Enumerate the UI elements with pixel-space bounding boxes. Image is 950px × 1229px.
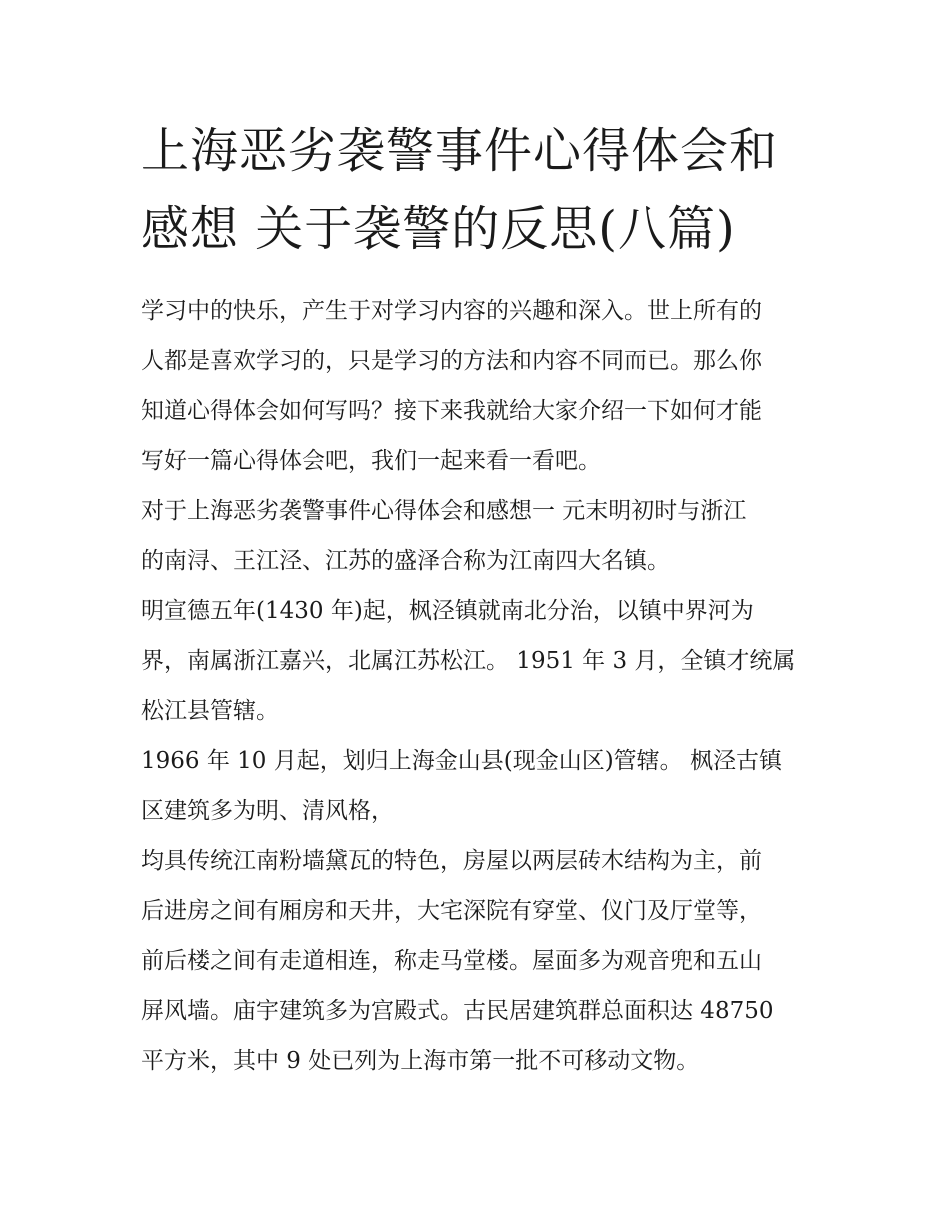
text-line: 对于上海恶劣袭警事件心得体会和感想一 元末明初时与浙江 [141, 498, 747, 524]
text-line: 后进房之间有厢房和天井，大宅深院有穿堂、仪门及厅堂等， [141, 898, 762, 924]
document-body [141, 286, 813, 1086]
document-page [141, 112, 813, 1086]
text-line: 学习中的快乐，产生于对学习内容的兴趣和深入。世上所有的 [141, 298, 762, 324]
text-line: 均具传统江南粉墙黛瓦的特色，房屋以两层砖木结构为主，前 [141, 848, 762, 874]
text-line: 界，南属浙江嘉兴，北属江苏松江。 1951 年 3 月，全镇才统属 [141, 648, 796, 674]
text-line: 1966 年 10 月起，划归上海金山县(现金山区)管辖。 枫泾古镇 [141, 748, 782, 774]
text-line: 松江县管辖。 [141, 698, 279, 724]
text-line: 平方米，其中 9 处已列为上海市第一批不可移动文物。 [141, 1048, 700, 1074]
text-line: 写好一篇心得体会吧，我们一起来看一看吧。 [141, 448, 601, 474]
title-line: 上海恶劣袭警事件心得体会和 [141, 123, 779, 179]
text-line: 区建筑多为明、清风格， [141, 798, 394, 824]
text-line: 的南浔、王江泾、江苏的盛泽合称为江南四大名镇。 [141, 548, 670, 574]
paragraph [141, 836, 813, 1086]
text-line: 屏风墙。庙宇建筑多为宫殿式。古民居建筑群总面积达 48750 [141, 998, 774, 1024]
text-line: 明宣德五年(1430 年)起，枫泾镇就南北分治，以镇中界河为 [141, 598, 754, 624]
text-line: 知道心得体会如何写吗？接下来我就给大家介绍一下如何才能 [141, 398, 762, 424]
paragraph [141, 286, 813, 486]
text-line: 人都是喜欢学习的，只是学习的方法和内容不同而已。那么你 [141, 348, 762, 374]
title-line: 感想 关于袭警的反思(八篇) [141, 201, 736, 257]
text-line: 前后楼之间有走道相连，称走马堂楼。屋面多为观音兜和五山 [141, 948, 762, 974]
paragraph [141, 736, 813, 836]
document-title [141, 112, 813, 268]
paragraph [141, 586, 813, 736]
paragraph [141, 486, 813, 586]
